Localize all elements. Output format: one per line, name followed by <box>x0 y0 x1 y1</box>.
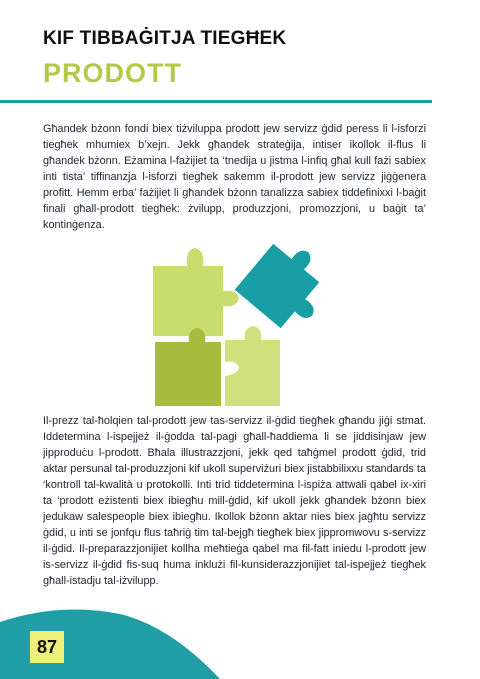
footer-wave-decoration <box>0 582 480 679</box>
body-paragraph-1: Għandek bżonn fondi biex tiżviluppa prodott jew servizz ġdid peress li l-isforzi tiegħek mhumiex b’xejn. Jekk għandek strateġija, intiser ikollok il-flus li għandek bżonn. Eżamina l-fażijiet ta ‘tnedija u jistma l-infiq għal kull fażi sabiex inti tista’ tiffinanzja l-isforzi tiegħek sakemm il-prodott jew servizz jiġġenera profitt. Hemm erba’ fażijiet li għandek bżonn tanalizza sabiex tiddefinixxi l-baġit finali għall-prodott tiegħek: żvilupp, produzzjoni, promozzjoni, u baġit ta’ kontinġenza. <box>43 123 426 231</box>
body-paragraph-2: Il-prezz tal-ħolqien tal-prodott jew tas-servizz il-ġdid tiegħek għandu jiġi stmat. Iddetermina l-ispejjeż il-ġodda tal-pagi għall-ħaddiema li se jiddisinjaw jew jipproduċu l-prodott. Bħala illustrazzjoni, jekk qed taħġmel prodott ġdid, trid aktar persunal tal-produzzjoni kif ukoll superviżuri biex jistabbilixxu standards ta ‘kontroll tal-kwalità u protokolli. Inti trid tiddetermina l-ispiża attwali qabel ix-xiri ta ‘prodott eżistenti biex ibiegħu mill-ġdid, kif ukoll jekk għandek bżonn biex jedukaw salespeople biex ibiegħu. Ikollok bżonn aktar nies biex jagħtu servizz ġdid, u inti se jonfqu flus taħriġ tim tal-bejgħ tiegħek biex jippromwovu s-servizz il-ġdid. Il-preparazzjonijiet kollha meħtieġa qabel ma fil-fatt iniedu l-prodott jew is-servizz il-ġdid fis-suq huma inklużi fil-kunsiderazzjonijiet tal-ispejjeż tiegħek għall-istadju tal-iżvilupp. <box>43 415 426 587</box>
page-subtitle: PRODOTT <box>43 58 182 88</box>
page-title: KIF TIBBAĠITJA TIEGĦEK <box>43 28 287 49</box>
header-divider <box>0 100 432 103</box>
puzzle-pieces-icon <box>145 236 330 406</box>
page-number: 87 <box>30 631 64 663</box>
